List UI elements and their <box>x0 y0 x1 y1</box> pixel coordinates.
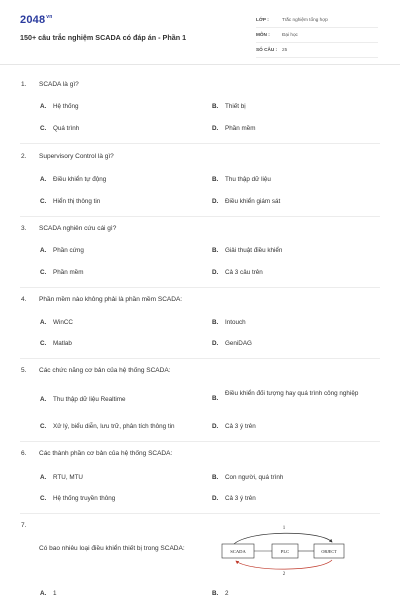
meta-subject-value: Đại học <box>282 32 298 37</box>
question-number: 7. <box>21 522 27 529</box>
site-logo[interactable] <box>20 14 53 26</box>
logo-suffix: vn <box>46 14 53 21</box>
divider <box>20 143 380 144</box>
option-a[interactable]: A. Phần cứng <box>40 247 84 254</box>
option-a[interactable]: A. Thu thập dữ liệu Realtime <box>40 396 126 403</box>
option-c[interactable]: C. Quá trình <box>40 125 80 132</box>
option-c[interactable]: C. Hiển thị thông tin <box>40 198 101 205</box>
diagram-bottom-label: 2 <box>282 572 286 576</box>
option-c[interactable]: C. Hệ thống truyền thông <box>40 495 116 502</box>
meta-class-row <box>256 14 378 28</box>
option-a[interactable]: A. Hệ thống <box>40 103 79 110</box>
plc-box-label: PLC <box>280 549 290 554</box>
option-b[interactable]: B. Điều khiển đối tượng hay quá trình công nghiệp <box>212 390 359 402</box>
option-c[interactable]: C. Matlab <box>40 340 72 347</box>
page-header <box>0 0 400 65</box>
meta-subject-row <box>256 29 378 43</box>
option-d[interactable]: D. Cả 3 câu trên <box>212 269 263 276</box>
option-a[interactable]: A. Điều khiển tự động <box>40 176 107 183</box>
meta-class-key: LỚP : <box>256 17 269 22</box>
question-text: 1. SCADA là gì? <box>21 81 79 88</box>
object-box-label: OBJECT <box>321 549 337 554</box>
divider <box>20 441 380 442</box>
meta-subject-key: MÔN : <box>256 32 270 37</box>
option-b[interactable]: B. 2 <box>212 590 229 597</box>
option-b[interactable]: B. Intouch <box>212 319 246 326</box>
control-diagram <box>220 524 345 576</box>
option-b[interactable]: B. Thiết bị <box>212 103 246 110</box>
bottom-arrow <box>236 560 332 569</box>
question-text: 5. Các chức năng cơ bản của hệ thống SCADA: <box>21 367 171 374</box>
question-text: 6. Các thành phần cơ bản của hệ thống SCADA: <box>21 450 173 457</box>
option-c[interactable]: C. Phần mềm <box>40 269 84 276</box>
meta-count-key: SỐ CÂU : <box>256 47 278 52</box>
option-a[interactable]: A. WinCC <box>40 319 73 326</box>
option-c[interactable]: C. Xử lý, biểu diễn, lưu trữ, phân tích thông tin <box>40 423 175 430</box>
option-d[interactable]: D. Phần mềm <box>212 125 256 132</box>
option-d[interactable]: D. GeniDAG <box>212 340 252 347</box>
logo-text: 2048 <box>20 14 46 26</box>
option-b[interactable]: B. Giải thuật điều khiển <box>212 247 283 254</box>
question-text: 4. Phần mềm nào không phải là phần mềm SCADA: <box>21 296 183 303</box>
question-text: Có bao nhiêu loại điều khiển thiết bị trong SCADA: <box>39 545 185 552</box>
divider <box>20 216 380 217</box>
option-b[interactable]: B. Thu thập dữ liệu <box>212 176 271 183</box>
option-a[interactable]: A. RTU, MTU <box>40 474 83 481</box>
scada-box-label: SCADA <box>230 549 246 554</box>
meta-count-row <box>256 44 378 58</box>
option-d[interactable]: D. Điều khiển giám sát <box>212 198 281 205</box>
option-d[interactable]: D. Cả 3 ý trên <box>212 495 256 502</box>
page-title: 150+ câu trắc nghiệm SCADA có đáp án - Phần 1 <box>20 33 187 42</box>
meta-class-value: Trắc nghiệm tổng hợp <box>282 17 328 22</box>
question-text: 2. Supervisory Control là gì? <box>21 153 114 160</box>
divider <box>20 513 380 514</box>
divider <box>20 287 380 288</box>
question-text: 3. SCADA nghiên cứu cái gì? <box>21 225 117 232</box>
option-b[interactable]: B. Con người, quá trình <box>212 474 284 481</box>
diagram-top-label: 1 <box>282 526 286 531</box>
top-arrow <box>234 533 332 544</box>
divider <box>20 358 380 359</box>
option-a[interactable]: A. 1 <box>40 590 57 597</box>
option-d[interactable]: D. Cả 3 ý trên <box>212 423 256 430</box>
meta-count-value: 25 <box>282 47 288 52</box>
